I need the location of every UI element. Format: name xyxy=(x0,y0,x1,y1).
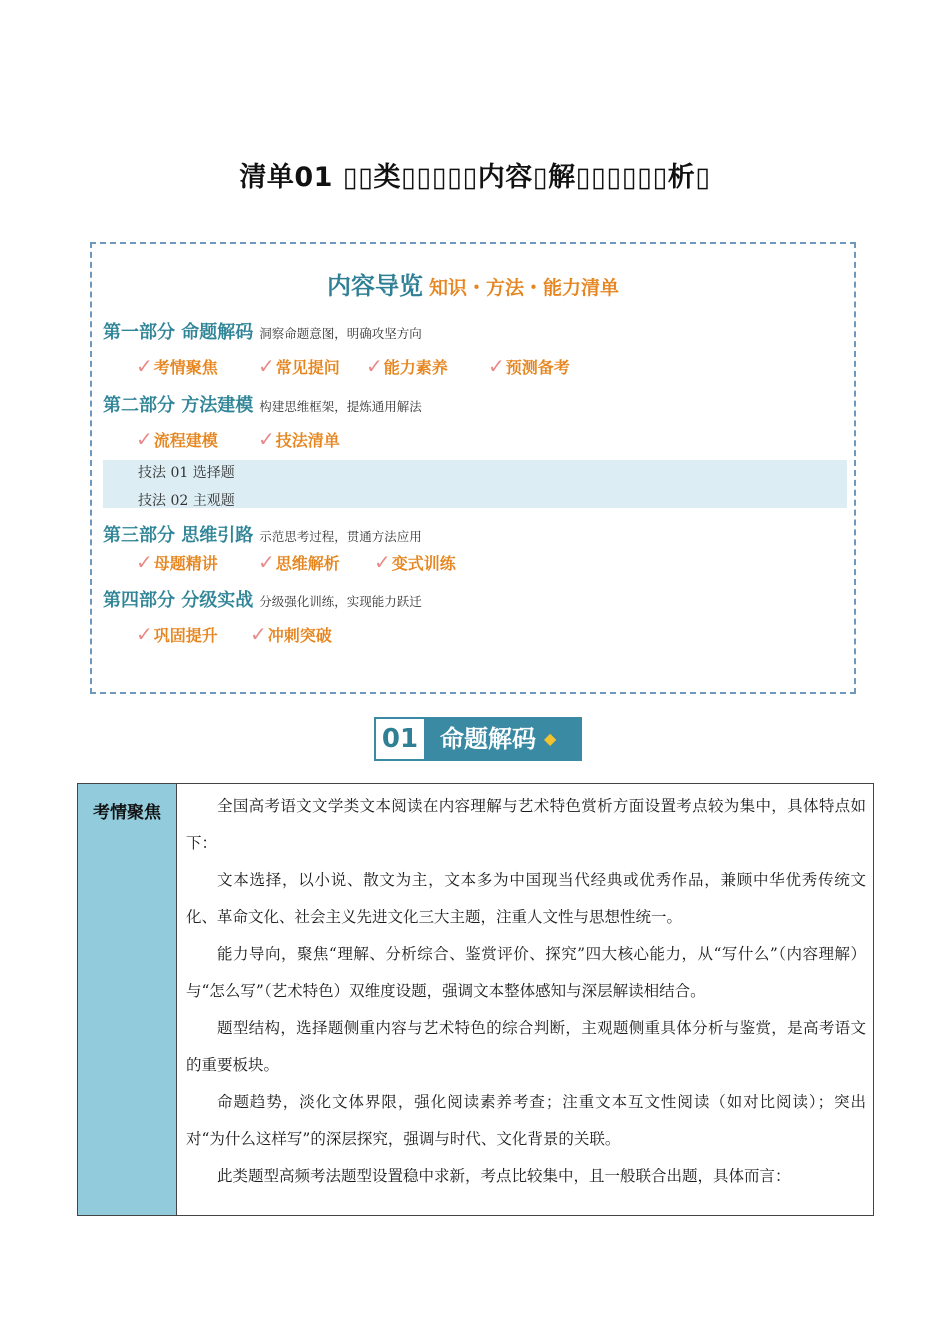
exam-focus-label-cell xyxy=(78,784,177,1215)
check-icon: ✓ xyxy=(366,354,383,378)
check-icon: ✓ xyxy=(258,354,275,378)
method-list xyxy=(103,460,847,508)
check-icon: ✓ xyxy=(374,550,391,574)
section-label: 命题解码 xyxy=(440,725,536,753)
tag-muti-jingjiang[interactable]: ✓母题精讲 xyxy=(136,550,218,574)
part-title: 第三部分 思维引路 xyxy=(103,525,254,546)
check-icon: ✓ xyxy=(136,427,153,451)
exam-focus-label: 考情聚焦 xyxy=(93,803,161,823)
tag-kaoqing-jujiao[interactable]: ✓考情聚焦 xyxy=(136,354,218,378)
tag-nengli-suyang[interactable]: ✓能力素养 xyxy=(366,354,448,378)
method-item[interactable]: 技法 02 主观题 xyxy=(138,493,235,509)
content-guide-box xyxy=(90,242,856,694)
check-icon: ✓ xyxy=(136,622,153,646)
guide-header xyxy=(92,266,854,301)
check-icon: ✓ xyxy=(258,550,275,574)
guide-header-main: 内容导览 xyxy=(326,272,423,300)
section-badge xyxy=(374,717,582,761)
exam-focus-content xyxy=(186,788,866,1195)
section-label-box xyxy=(424,719,580,759)
method-item[interactable]: 技法 01 选择题 xyxy=(138,465,235,481)
tag-yuce-beikao[interactable]: ✓预测备考 xyxy=(488,354,570,378)
part-subtitle: 构建思维框架，提炼通用解法 xyxy=(259,399,422,414)
tag-changjian-tiwen[interactable]: ✓常见提问 xyxy=(258,354,340,378)
paragraph: 能力导向，聚焦“理解、分析综合、鉴赏评价、探究”四大核心能力，从“写什么”（内容理解）与“怎么写”（艺术特色）双维度设题，强调文本整体感知与深层解读相结合。 xyxy=(186,945,866,1000)
paragraph: 全国高考语文文学类文本阅读在内容理解与艺术特色赏析方面设置考点较为集中，具体特点如下： xyxy=(186,797,866,852)
page-title: 清单01 ▯▯类▯▯▯▯▯内容▯解▯▯▯▯▯▯析▯ xyxy=(239,162,711,193)
paragraph: 命题趋势，淡化文体界限，强化阅读素养考查；注重文本互文性阅读（如对比阅读）；突出对“为什么这样写”的深层探究，强调与时代、文化背景的关联。 xyxy=(186,1093,866,1148)
part-title: 第一部分 命题解码 xyxy=(103,322,254,343)
part-1-heading xyxy=(103,318,422,344)
part-subtitle: 分级强化训练，实现能力跃迁 xyxy=(259,594,422,609)
check-icon: ✓ xyxy=(250,622,267,646)
tag-bianshi-xunlian[interactable]: ✓变式训练 xyxy=(374,550,456,574)
paragraph: 文本选择，以小说、散文为主，文本多为中国现当代经典或优秀作品，兼顾中华优秀传统文化、革命文化、社会主义先进文化三大主题，注重人文性与思想性统一。 xyxy=(186,871,866,926)
paragraph: 题型结构，选择题侧重内容与艺术特色的综合判断，主观题侧重具体分析与鉴赏，是高考语文的重要板块。 xyxy=(186,1019,866,1074)
check-icon: ✓ xyxy=(136,550,153,574)
part-subtitle: 洞察命题意图，明确攻坚方向 xyxy=(259,326,422,341)
part-2-heading xyxy=(103,391,422,417)
guide-header-sub: 知识・方法・能力清单 xyxy=(428,277,619,299)
part-subtitle: 示范思考过程，贯通方法应用 xyxy=(259,529,422,544)
section-number: 01 xyxy=(376,719,424,759)
diamond-icon: ◆ xyxy=(544,729,557,748)
part-title: 第四部分 分级实战 xyxy=(103,590,254,611)
check-icon: ✓ xyxy=(488,354,505,378)
tag-jifa-qingdan[interactable]: ✓技法清单 xyxy=(258,427,340,451)
part-4-heading xyxy=(103,586,422,612)
exam-focus-table xyxy=(77,783,874,1216)
tag-chongci-tupo[interactable]: ✓冲刺突破 xyxy=(250,622,332,646)
check-icon: ✓ xyxy=(258,427,275,451)
tag-liucheng-jianmo[interactable]: ✓流程建模 xyxy=(136,427,218,451)
paragraph: 此类题型高频考法题型设置稳中求新，考点比较集中，且一般联合出题，具体而言： xyxy=(217,1167,791,1185)
part-title: 第二部分 方法建模 xyxy=(103,395,254,416)
check-icon: ✓ xyxy=(136,354,153,378)
part-3-heading xyxy=(103,521,422,547)
tag-gonggu-tisheng[interactable]: ✓巩固提升 xyxy=(136,622,218,646)
tag-siwei-jiexi[interactable]: ✓思维解析 xyxy=(258,550,340,574)
